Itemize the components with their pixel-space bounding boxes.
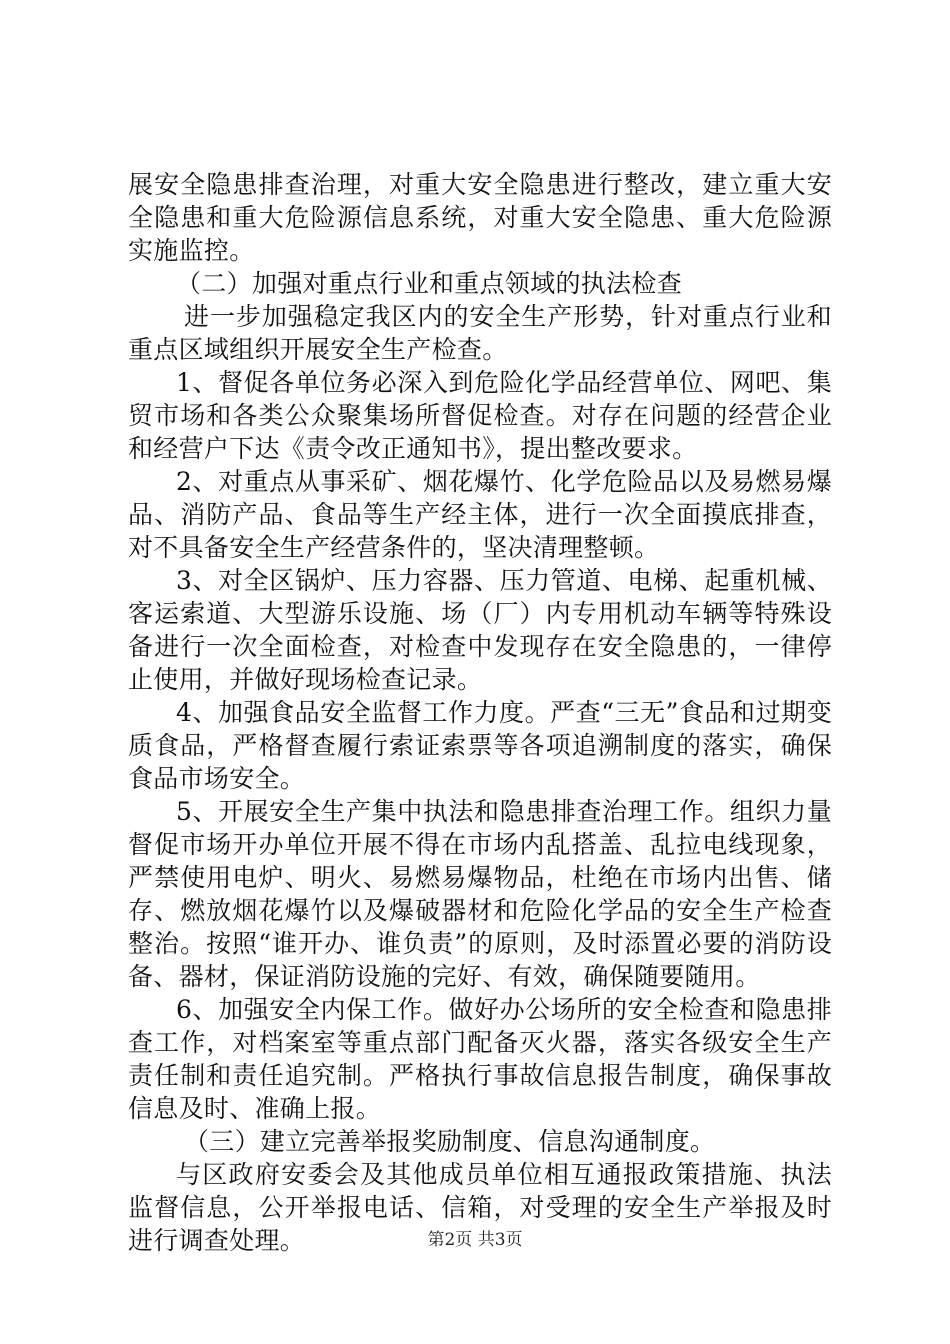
section-heading-key-industries: （二）加强对重点行业和重点领域的执法检查 (176, 269, 683, 298)
list-item-2: 2、对重点从事采矿、烟花爆竹、化学危险品以及易燃易爆品、消防产品、食品等生产经主体，进行一次全面摸底排查，对不具备安全生产经营条件的，坚决清理整顿。 (128, 467, 832, 562)
paragraph-hazard-monitoring: 展安全隐患排查治理，对重大安全隐患进行整改，建立重大安全隐患和重大危险源信息系统，对重大安全隐患、重大危险源实施监控。 (128, 170, 832, 265)
list-item-5: 5、开展安全生产集中执法和隐患排查治理工作。组织力量督促市场开办单位开展不得在市场内乱搭盖、乱拉电线现象，严禁使用电炉、明火、易燃易爆物品，杜绝在市场内出售、储存、燃放烟花爆竹以及爆破器材和危险化学品的安全生产检查整治。按照“谁开办、谁负责”的原则，及时添置必要的消防设备、器材，保证消防设施的完好、有效，确保随要随用。 (128, 797, 832, 991)
list-item-4: 4、加强食品安全监督工作力度。严查“三无”食品和过期变质食品，严格督查履行索证索票等各项追溯制度的落实，确保食品市场安全。 (128, 698, 832, 793)
document-body (128, 168, 832, 1257)
paragraph-reporting-details: 与区政府安委会及其他成员单位相互通报政策措施、执法监督信息，公开举报电话、信箱，对受理的安全生产举报及时进行调查处理。 (128, 1160, 832, 1255)
page-number-footer: 第2页 共3页 (427, 1230, 523, 1250)
paragraph-intro-inspection: 进一步加强稳定我区内的安全生产形势，针对重点行业和重点区域组织开展安全生产检查。 (128, 302, 832, 364)
list-item-1: 1、督促各单位务必深入到危险化学品经营单位、网吧、集贸市场和各类公众聚集场所督促检查。对存在问题的经营企业和经营户下达《责令改正通知书》，提出整改要求。 (128, 368, 832, 463)
section-heading-reporting: （三）建立完善举报奖励制度、信息沟通制度。 (184, 1127, 716, 1156)
list-item-6: 6、加强安全内保工作。做好办公场所的安全检查和隐患排查工作，对档案室等重点部门配备灭火器，落实各级安全生产责任制和责任追究制。严格执行事故信息报告制度，确保事故信息及时、准确上报。 (128, 995, 832, 1123)
list-item-3: 3、对全区锅炉、压力容器、压力管道、电梯、起重机械、客运索道、大型游乐设施、场（厂）内专用机动车辆等特殊设备进行一次全面检查，对检查中发现存在安全隐患的，一律停止使用，并做好现场检查记录。 (128, 566, 832, 694)
